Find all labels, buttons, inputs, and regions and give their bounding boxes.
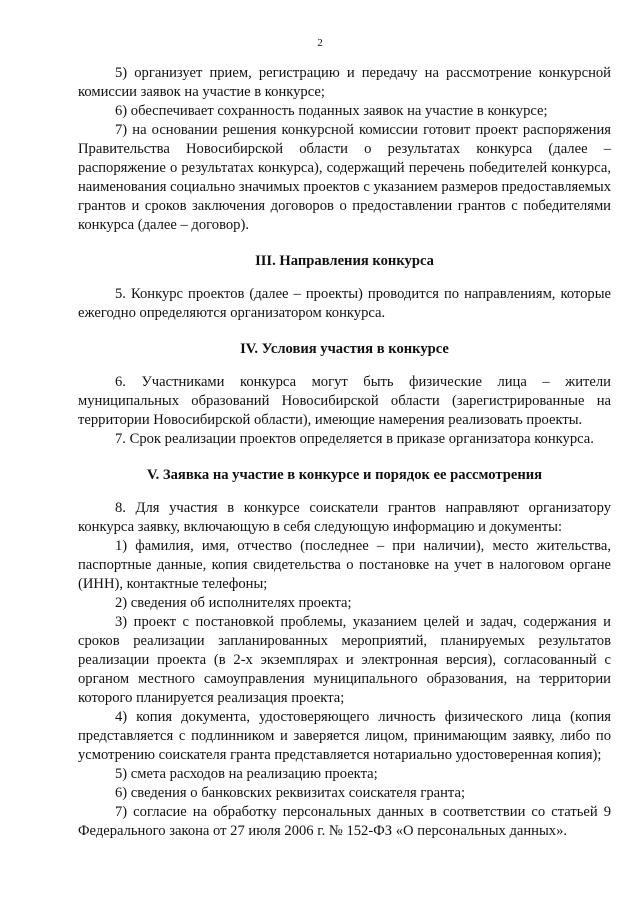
paragraph: 6. Участниками конкурса могут быть физические лица – жители муниципальных образований Новосибирской области (зарегистрированные на территории Новосибирской области), имеющие намерения реализовать проекты. (78, 374, 611, 428)
list-item: 2) сведения об исполнителях проекта; (115, 595, 352, 611)
list-item: 7) на основании решения конкурсной комиссии готовит проект распоряжения Правительства Новосибирской области о результатах конкурса (далее – распоряжение о результатах конкурса), содержащий перечень победителей конкурса, наименования социально значимых проектов с указанием размеров предоставляемых грантов и сроков заключения договоров о предоставлении грантов с победителями конкурса (далее – договор). (78, 122, 612, 233)
list-item: 4) копия документа, удостоверяющего личность физического лица (копия представляется с подлинником и заверяется лицом, принимающим заявку, либо по усмотрению соискателя гранта представляется нотариально удостоверенная копия); (78, 709, 611, 763)
page-number: 2 (317, 37, 323, 49)
document-body (78, 64, 611, 841)
list-item: 1) фамилия, имя, отчество (последнее – при наличии), место жительства, паспортные данные, копия свидетельства о постановке на учет в налоговом органе (ИНН), контактные телефоны; (78, 538, 611, 592)
section-heading-5: V. Заявка на участие в конкурсе и порядок ее рассмотрения (146, 467, 543, 483)
list-item: 6) обеспечивает сохранность поданных заявок на участие в конкурсе; (115, 103, 548, 119)
list-item: 5) организует прием, регистрацию и передачу на рассмотрение конкурсной комиссии заявок на участие в конкурсе; (78, 65, 611, 100)
paragraph: 7. Срок реализации проектов определяется в приказе организатора конкурса. (115, 431, 594, 447)
paragraph: 8. Для участия в конкурсе соискатели грантов направляют организатору конкурса заявку, включающую в себя следующую информацию и документы: (78, 500, 611, 535)
list-item: 3) проект с постановкой проблемы, указанием целей и задач, содержания и сроков реализации запланированных мероприятий, планируемых результатов реализации проекта (в 2-х экземплярах и электронная версия), согласованный с органом местного самоуправления муниципального образования, на территории которого планируется реализация проекта; (78, 614, 611, 706)
list-item: 5) смета расходов на реализацию проекта; (115, 766, 378, 782)
list-item: 6) сведения о банковских реквизитах соискателя гранта; (115, 785, 465, 801)
paragraph: 5. Конкурс проектов (далее – проекты) проводится по направлениям, которые ежегодно определяются организатором конкурса. (78, 286, 611, 321)
section-heading-3: III. Направления конкурса (255, 253, 434, 269)
list-item: 7) согласие на обработку персональных данных в соответствии со статьей 9 Федерального закона от 27 июля 2006 г. № 152-ФЗ «О персональных данных». (78, 804, 611, 839)
section-heading-4: IV. Условия участия в конкурсе (240, 341, 449, 357)
